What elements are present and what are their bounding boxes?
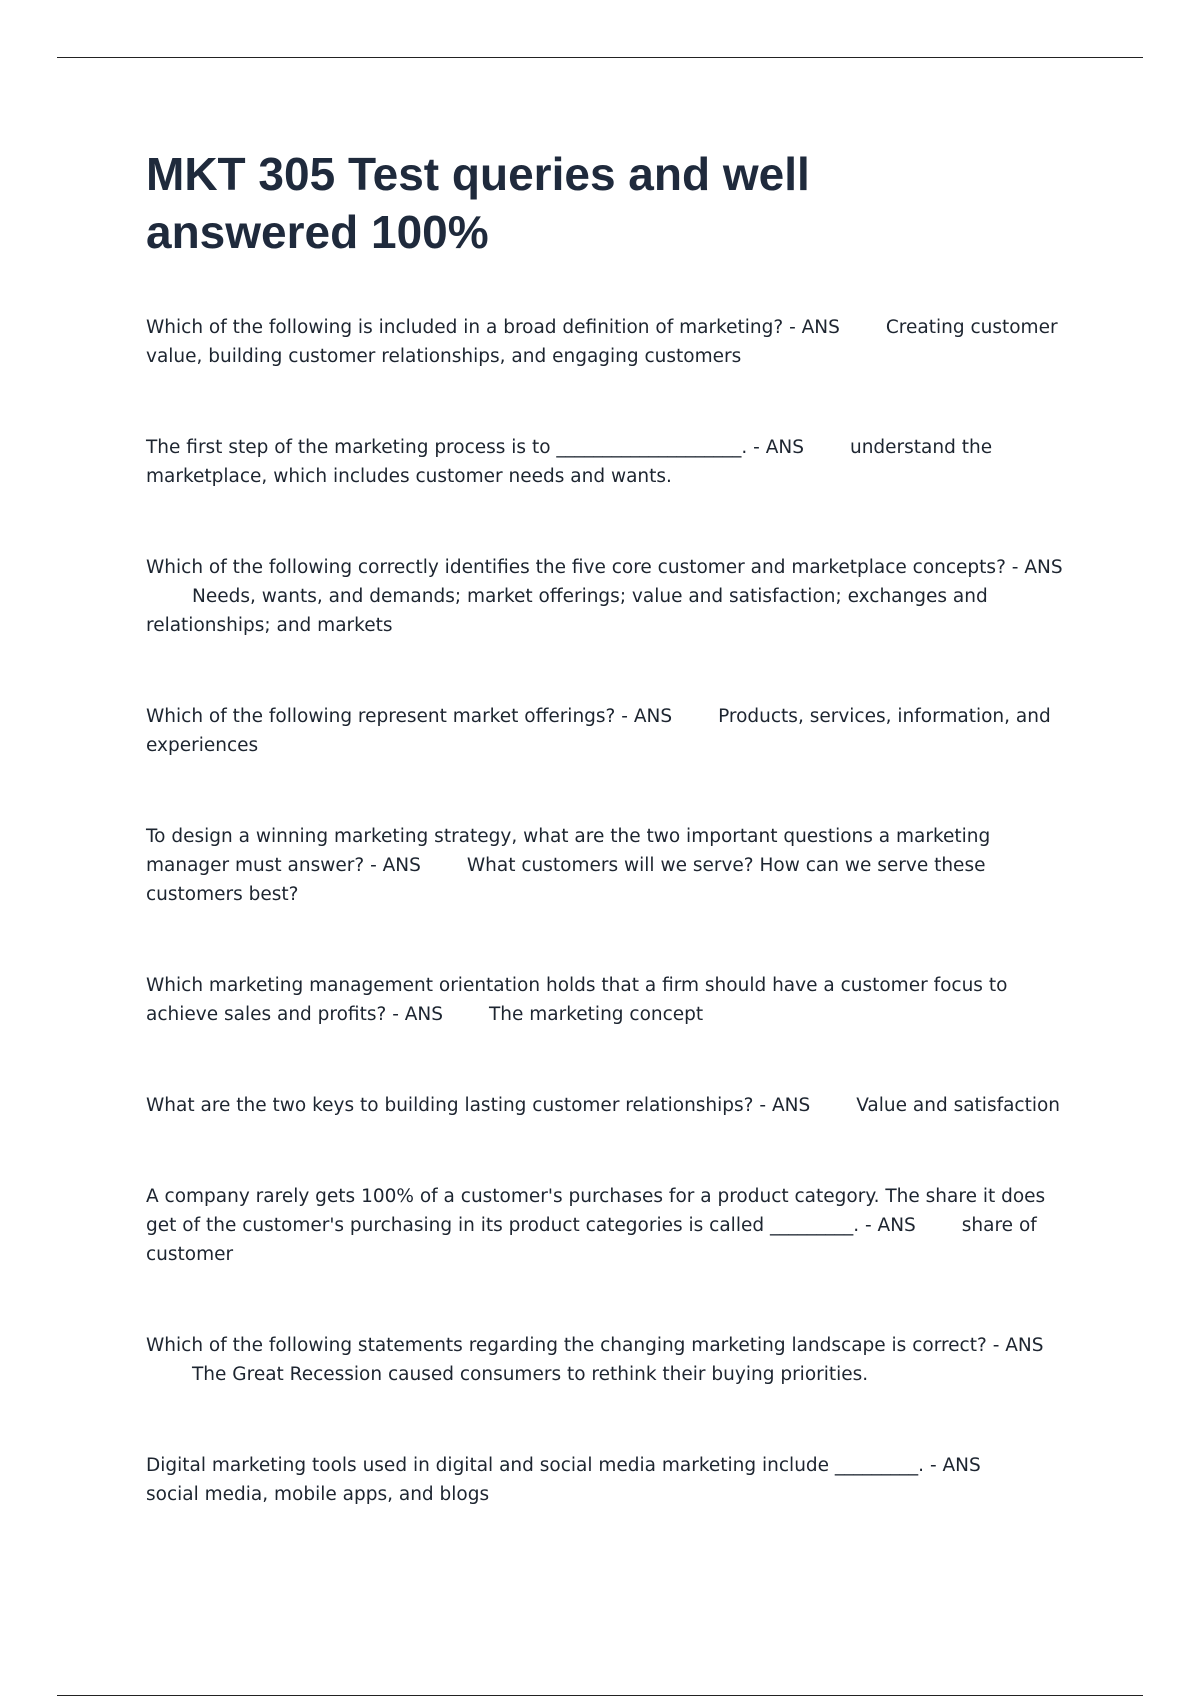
answer-text: social media, mobile apps, and blogs: [146, 1484, 490, 1505]
question-text: Which of the following is included in a broad definition of marketing?: [146, 317, 784, 338]
answer-text: share of customer: [146, 1215, 1037, 1265]
answer-marker: - ANS: [929, 1455, 981, 1476]
document-body: [146, 145, 1066, 1571]
qa-item: [146, 1451, 1066, 1509]
answer-text: The Great Recession caused consumers to rethink their buying priorities.: [192, 1364, 869, 1385]
answer-text: understand the marketplace, which includes customer needs and wants.: [146, 437, 993, 487]
question-text: Which of the following statements regarding the changing marketing landscape is correct?: [146, 1335, 987, 1356]
answer-text: Needs, wants, and demands; market offerings; value and satisfaction; exchanges and relationships; and markets: [146, 586, 988, 636]
qa-item: [146, 1182, 1066, 1269]
question-text: A company rarely gets 100% of a customer's purchases for a product category. The share it does get of the customer's purchasing in its product categories is called _________.: [146, 1186, 1046, 1236]
answer-text: Creating customer value, building customer relationships, and engaging customers: [146, 317, 1058, 367]
qa-item: [146, 971, 1066, 1029]
question-text: Which of the following represent market offerings?: [146, 706, 616, 727]
answer-text: Value and satisfaction: [856, 1095, 1061, 1116]
answer-marker: - ANS: [789, 317, 840, 338]
answer-text: Products, services, information, and experiences: [146, 706, 1051, 756]
question-text: Which of the following correctly identifies the five core customer and marketplace concepts?: [146, 557, 1006, 578]
answer-marker: - ANS: [621, 706, 673, 727]
answer-marker: - ANS: [753, 437, 804, 458]
bottom-rule: [57, 1695, 1143, 1696]
qa-item: [146, 822, 1066, 909]
qa-item: [146, 553, 1066, 640]
answer-marker: - ANS: [759, 1095, 811, 1116]
question-text: What are the two keys to building lasting customer relationships?: [146, 1095, 754, 1116]
answer-text: What customers will we serve? How can we serve these customers best?: [146, 855, 986, 905]
qa-item: [146, 1091, 1066, 1120]
answer-marker: - ANS: [992, 1335, 1044, 1356]
qa-item: [146, 313, 1066, 371]
question-text: Which marketing management orientation holds that a firm should have a customer focus to achieve sales and profits?: [146, 975, 1008, 1025]
answer-marker: - ANS: [864, 1215, 916, 1236]
qa-item: [146, 1331, 1066, 1389]
qa-list: [146, 313, 1066, 1509]
qa-item: [146, 433, 1066, 491]
qa-item: [146, 702, 1066, 760]
answer-marker: - ANS: [392, 1004, 443, 1025]
question-text: The first step of the marketing process is to ____________________.: [146, 437, 748, 458]
top-rule: [57, 57, 1143, 58]
answer-marker: - ANS: [370, 855, 421, 876]
answer-marker: - ANS: [1011, 557, 1063, 578]
question-text: To design a winning marketing strategy, what are the two important questions a marketing manager must answer?: [146, 826, 991, 876]
document-title: MKT 305 Test queries and well answered 100%: [146, 148, 810, 258]
question-text: Digital marketing tools used in digital and social media marketing include _________.: [146, 1455, 925, 1476]
answer-text: The marketing concept: [488, 1004, 704, 1025]
